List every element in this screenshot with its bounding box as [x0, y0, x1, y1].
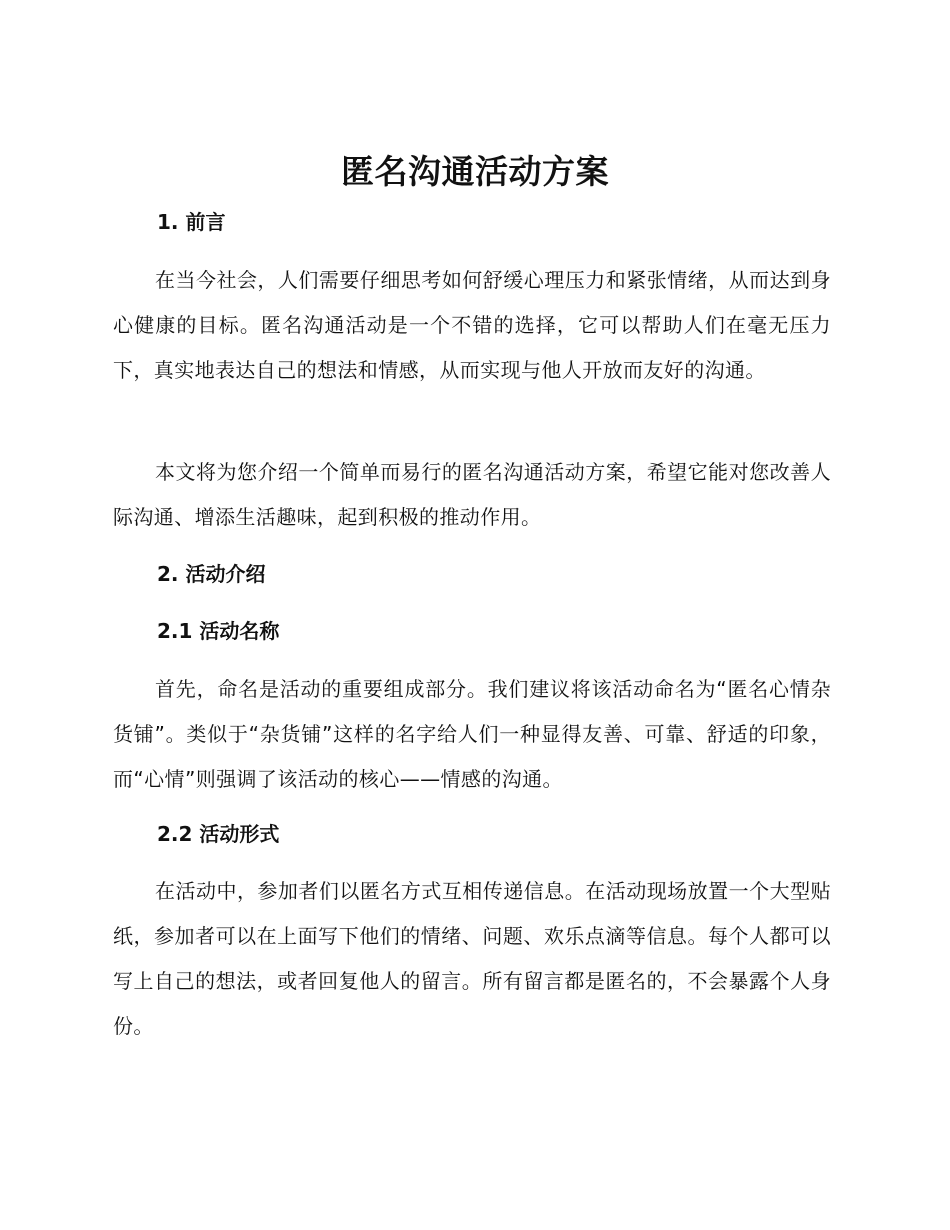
section-heading-preface: 1. 前言	[157, 210, 226, 234]
section-heading-activity-name: 2.1 活动名称	[157, 619, 280, 643]
section-heading-activity-format: 2.2 活动形式	[157, 822, 280, 846]
paragraph-preface-1: 在当今社会，人们需要仔细思考如何舒缓心理压力和紧张情绪，从而达到身心健康的目标。匿名沟通活动是一个不错的选择，它可以帮助人们在毫无压力下，真实地表达自己的想法和情感，从而实现与他人开放而友好的沟通。	[113, 268, 831, 382]
section-heading-activity-intro: 2. 活动介绍	[157, 562, 266, 586]
paragraph-activity-format: 在活动中，参加者们以匿名方式互相传递信息。在活动现场放置一个大型贴纸，参加者可以在上面写下他们的情绪、问题、欢乐点滴等信息。每个人都可以写上自己的想法，或者回复他人的留言。所有留言都是匿名的，不会暴露个人身份。	[113, 879, 831, 1038]
paragraph-activity-name: 首先，命名是活动的重要组成部分。我们建议将该活动命名为“匿名心情杂货铺”。类似于“杂货铺”这样的名字给人们一种显得友善、可靠、舒适的印象，而“心情”则强调了该活动的核心——情感的沟通。	[113, 677, 831, 791]
document-title: 匿名沟通活动方案	[341, 152, 609, 191]
paragraph-preface-2: 本文将为您介绍一个简单而易行的匿名沟通活动方案，希望它能对您改善人际沟通、增添生活趣味，起到积极的推动作用。	[113, 460, 831, 529]
